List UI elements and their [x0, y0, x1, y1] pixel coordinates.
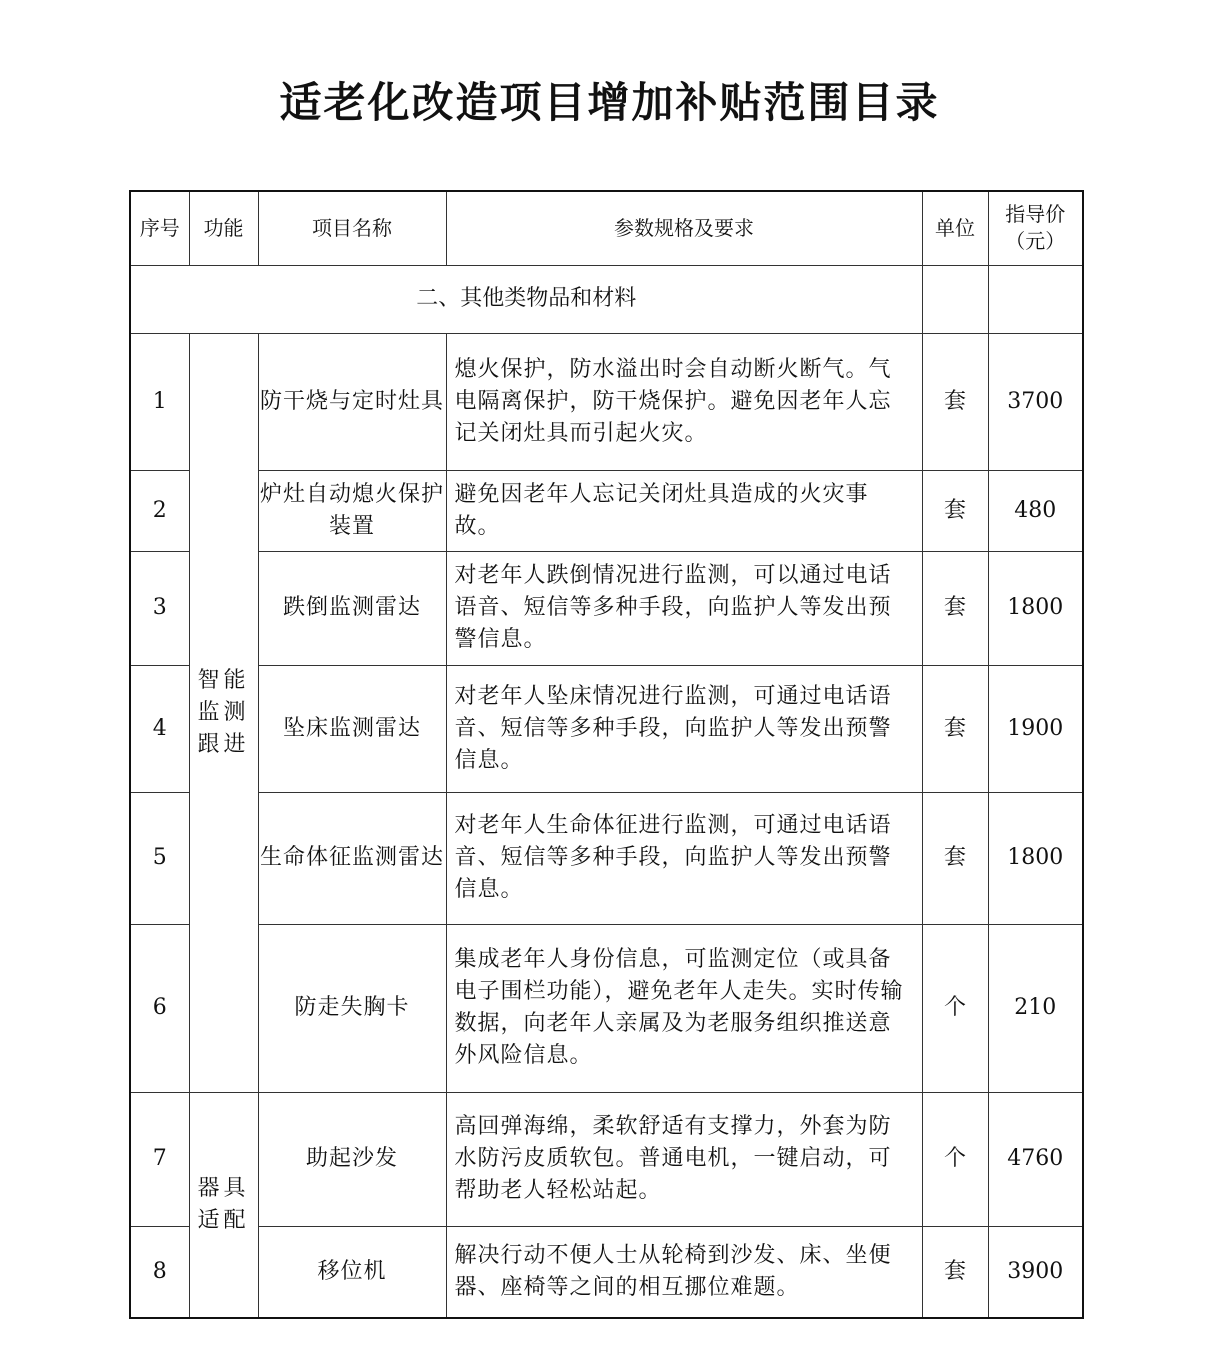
row-price: 480 — [988, 470, 1083, 551]
row-name: 助起沙发 — [258, 1092, 446, 1226]
row-spec: 解决行动不便人士从轮椅到沙发、床、坐便器、座椅等之间的相互挪位难题。 — [446, 1226, 922, 1318]
row-spec: 对老年人生命体征进行监测，可通过电话语音、短信等多种手段，向监护人等发出预警信息。 — [446, 792, 922, 924]
header-row — [130, 191, 1083, 265]
header-index: 序号 — [130, 191, 189, 265]
row-index: 5 — [130, 792, 189, 924]
table-row — [130, 665, 1083, 792]
section-empty-price — [988, 265, 1083, 333]
row-name: 防干烧与定时灶具 — [258, 333, 446, 470]
table-row — [130, 551, 1083, 665]
row-unit: 套 — [922, 665, 988, 792]
row-price: 1800 — [988, 792, 1083, 924]
row-name: 跌倒监测雷达 — [258, 551, 446, 665]
row-name: 移位机 — [258, 1226, 446, 1318]
table-row — [130, 1226, 1083, 1318]
table-row — [130, 333, 1083, 470]
table-row — [130, 924, 1083, 1092]
row-index: 2 — [130, 470, 189, 551]
section-empty-unit — [922, 265, 988, 333]
header-name: 项目名称 — [258, 191, 446, 265]
row-index: 6 — [130, 924, 189, 1092]
function-device: 器具适配 — [189, 1092, 258, 1318]
header-unit: 单位 — [922, 191, 988, 265]
table-row — [130, 470, 1083, 551]
section-row — [130, 265, 1083, 333]
row-price: 1900 — [988, 665, 1083, 792]
row-name: 防走失胸卡 — [258, 924, 446, 1092]
row-unit: 套 — [922, 551, 988, 665]
table-row — [130, 1092, 1083, 1226]
row-index: 3 — [130, 551, 189, 665]
row-unit: 套 — [922, 792, 988, 924]
subsidy-catalog-table — [129, 190, 1084, 1319]
row-price: 4760 — [988, 1092, 1083, 1226]
header-price: 指导价（元） — [988, 191, 1083, 265]
page-title: 适老化改造项目增加补贴范围目录 — [279, 78, 940, 127]
section-title: 二、其他类物品和材料 — [130, 265, 922, 333]
header-spec: 参数规格及要求 — [446, 191, 922, 265]
row-unit: 套 — [922, 1226, 988, 1318]
row-spec: 避免因老年人忘记关闭灶具造成的火灾事故。 — [446, 470, 922, 551]
row-spec: 对老年人坠床情况进行监测，可通过电话语音、短信等多种手段，向监护人等发出预警信息。 — [446, 665, 922, 792]
row-index: 8 — [130, 1226, 189, 1318]
row-spec: 对老年人跌倒情况进行监测，可以通过电话语音、短信等多种手段，向监护人等发出预警信息。 — [446, 551, 922, 665]
row-unit: 个 — [922, 1092, 988, 1226]
function-smart: 智能监测跟进 — [189, 333, 258, 1092]
row-unit: 套 — [922, 470, 988, 551]
row-index: 1 — [130, 333, 189, 470]
row-price: 1800 — [988, 551, 1083, 665]
row-unit: 个 — [922, 924, 988, 1092]
row-price: 3900 — [988, 1226, 1083, 1318]
row-index: 7 — [130, 1092, 189, 1226]
table-row — [130, 792, 1083, 924]
row-spec: 高回弹海绵，柔软舒适有支撑力，外套为防水防污皮质软包。普通电机，一键启动，可帮助老人轻松站起。 — [446, 1092, 922, 1226]
row-name: 坠床监测雷达 — [258, 665, 446, 792]
row-name: 炉灶自动熄火保护装置 — [258, 470, 446, 551]
row-unit: 套 — [922, 333, 988, 470]
row-name: 生命体征监测雷达 — [258, 792, 446, 924]
row-price: 210 — [988, 924, 1083, 1092]
row-spec: 集成老年人身份信息，可监测定位（或具备电子围栏功能），避免老年人走失。实时传输数据，向老年人亲属及为老服务组织推送意外风险信息。 — [446, 924, 922, 1092]
row-spec: 熄火保护，防水溢出时会自动断火断气。气电隔离保护，防干烧保护。避免因老年人忘记关闭灶具而引起火灾。 — [446, 333, 922, 470]
header-function: 功能 — [189, 191, 258, 265]
row-price: 3700 — [988, 333, 1083, 470]
row-index: 4 — [130, 665, 189, 792]
